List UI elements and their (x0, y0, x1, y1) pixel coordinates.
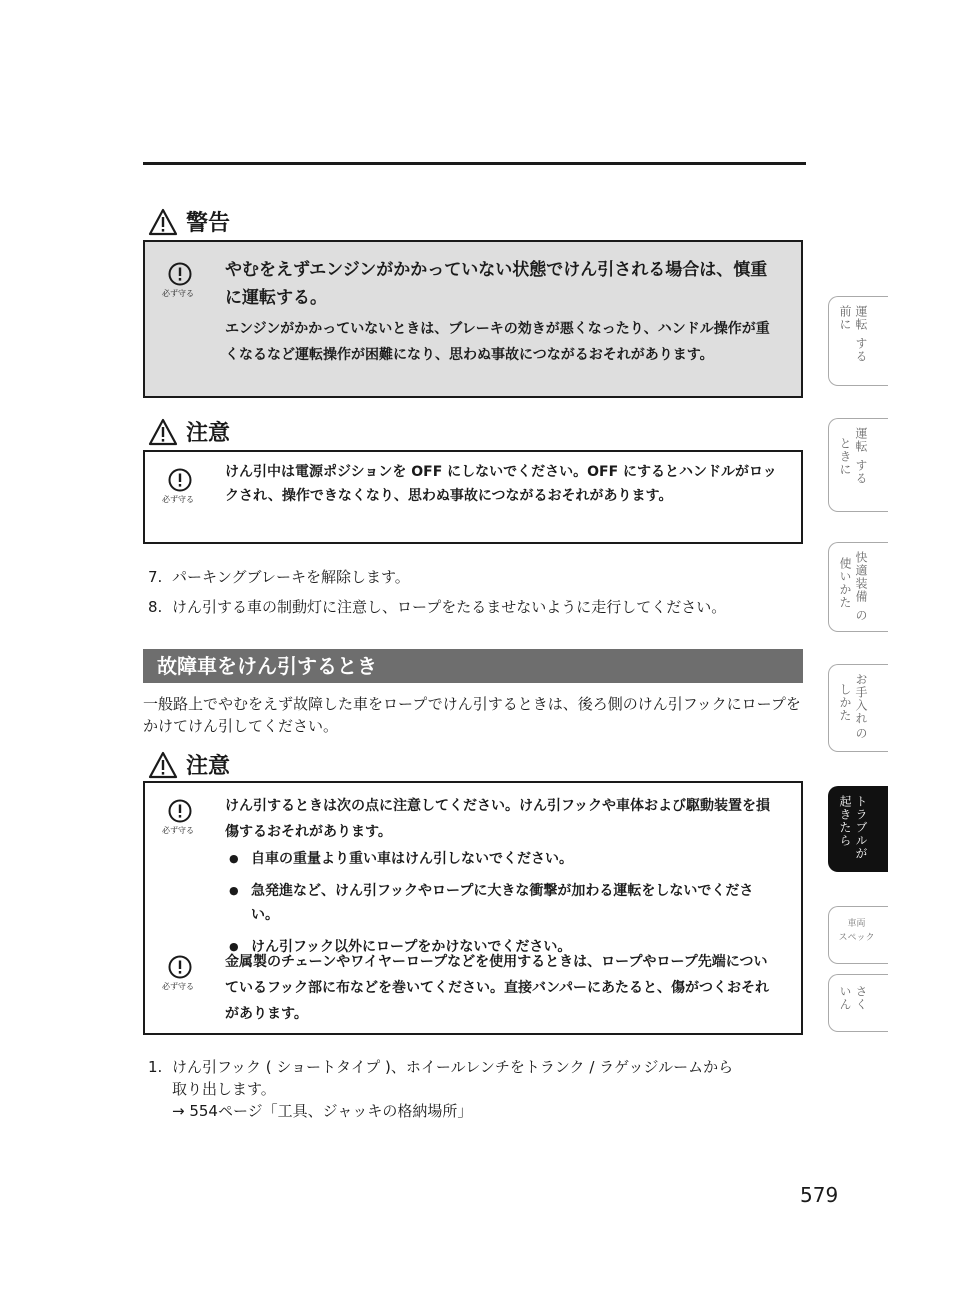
exclamation-circle-icon (168, 799, 192, 823)
warning-text: エンジンがかかっていないときは、ブレーキの効きが悪くなったり、ハンドル操作が重くなるなど運転操作が困難になり、思わぬ事故につながるおそれがあります。 (225, 321, 770, 363)
warning-heading-text: 警告 (186, 211, 231, 236)
exclamation-circle-icon (168, 262, 192, 286)
top-rule (143, 162, 806, 165)
caution-triangle-icon (148, 418, 178, 446)
step-8: 8. けん引する車の制動灯に注意し、ロープをたるませないように走行してください。 (148, 598, 727, 616)
warning-triangle-icon (148, 208, 178, 236)
caution-box-towing (143, 781, 803, 1035)
list-item: ● けん引フック以外にロープをかけないでください。 (225, 935, 777, 959)
exclamation-circle-icon (168, 955, 192, 979)
tab-when-driving[interactable]: 運転 ときに する (828, 418, 888, 512)
must-follow-mark: 必ず守る (165, 955, 195, 992)
section-title: 故障車をけん引するとき (143, 649, 803, 683)
caution-heading: 注意 (148, 416, 230, 447)
caution-triangle-icon (148, 751, 178, 779)
caution-ignition-text: けん引中は電源ポジションを OFF にしないでください。OFF にするとハンドルがロックされ、操作できなくなり、思わぬ事故につながるおそれがあります。 (225, 464, 777, 504)
section-intro: 一般路上でやむをえず故障した車をロープでけん引するときは、後ろ側のけん引フックにロープをかけてけん引してください。 (143, 695, 801, 735)
page-number: 579 (800, 1183, 839, 1207)
must-follow-mark: 必ず守る (165, 799, 195, 836)
list-item: ● 急発進など、けん引フックやロープに大きな衝撃が加わる運転をしないでください。 (225, 879, 777, 927)
exclamation-circle-icon (168, 468, 192, 492)
tab-before-driving[interactable]: 運転 前に する (828, 296, 888, 386)
warning-title: やむをえずエンジンがかかっていない状態でけん引される場合は、慎重に運転する。 (225, 260, 768, 308)
caution-chain-text: 金属製のチェーンやワイヤーロープなどを使用するときは、ロープやロープ先端についているフック部に布などを巻いてください。直接バンパーにあたると、傷がつくおそれがあります。 (225, 954, 770, 1022)
tab-comfort-equipment[interactable]: 快適装備 使いかた の (828, 542, 888, 632)
page-reference[interactable]: → 554ページ「工具、ジャッキの格納場所」 (172, 1102, 473, 1120)
caution-box-ignition (143, 450, 803, 544)
must-follow-mark: 必ず守る (165, 262, 195, 299)
caution-heading-2: 注意 (148, 749, 230, 780)
warning-heading (148, 206, 230, 237)
warning-box (143, 240, 803, 398)
tab-index[interactable]: さく いん (828, 974, 888, 1032)
must-follow-mark: 必ず守る (165, 468, 195, 505)
tab-maintenance[interactable]: お手入れ しかた の (828, 664, 888, 752)
tab-vehicle-specs[interactable]: 車両 スペック (828, 906, 888, 964)
step-1: 1. けん引フック ( ショートタイプ )、ホイールレンチをトランク / ラゲッジルームから 取り出します。 → 554ページ「工具、ジャッキの格納場所」 (148, 1056, 798, 1122)
tab-troubleshooting[interactable]: トラブルが 起きたら (828, 786, 888, 872)
caution-towing-text: けん引するときは次の点に注意してください。けん引フックや車体および駆動装置を損傷するおそれがあります。 (225, 798, 771, 840)
step-7: 7. パーキングブレーキを解除します。 (148, 568, 410, 586)
list-item: ● 自車の重量より重い車はけん引しないでください。 (225, 847, 777, 871)
